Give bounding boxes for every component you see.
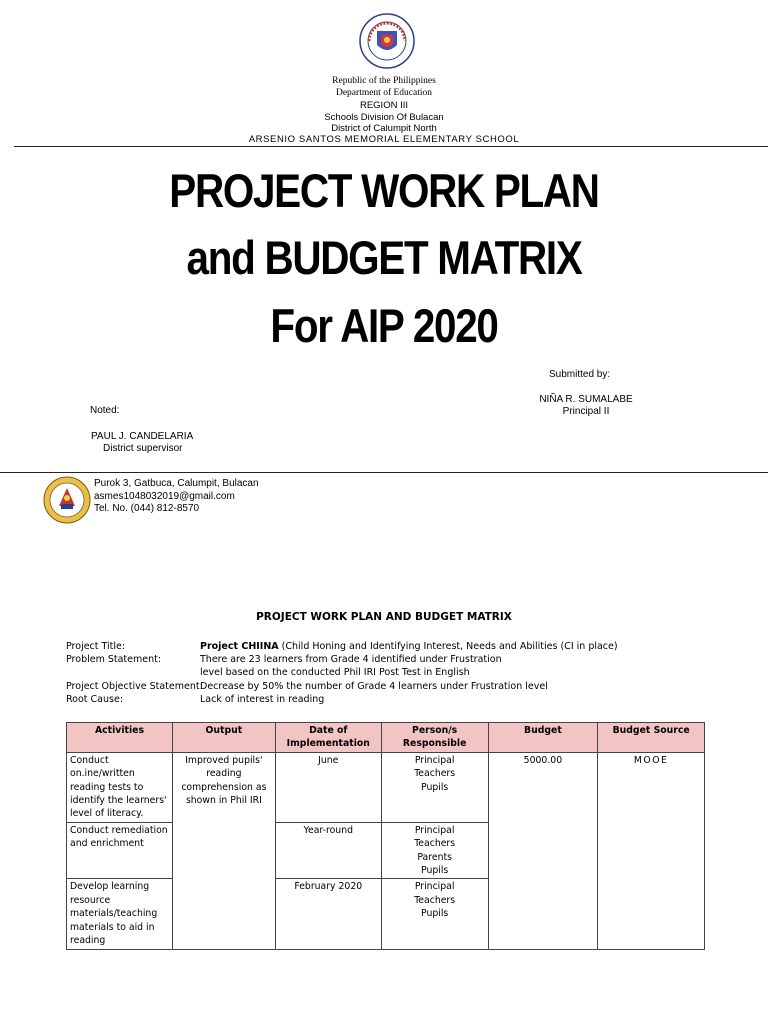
noted-label: Noted: — [90, 405, 120, 416]
problem-statement-value: There are 23 learners from Grade 4 identified under Frustration — [200, 654, 502, 665]
person-item: Teachers — [414, 838, 456, 850]
persons-cell — [381, 752, 488, 822]
cover-title-line3: For AIP 2020 — [270, 299, 498, 352]
person-item: Pupils — [421, 865, 449, 877]
objective-value: Decrease by 50% the number of Grade 4 learners under Frustration level — [200, 681, 548, 692]
deped-seal-logo — [359, 13, 415, 69]
header-region: REGION III — [359, 100, 409, 111]
table-header-row — [67, 723, 705, 753]
cover-title-line2: and BUDGET MATRIX — [186, 231, 582, 284]
root-cause-label: Root Cause: — [66, 694, 124, 705]
person-item: Pupils — [421, 908, 449, 920]
school-address: Purok 3, Gatbuca, Calumpit, Bulacan — [94, 478, 259, 489]
person-item: Principal — [414, 754, 455, 766]
submitted-by-label: Submitted by: — [549, 369, 611, 380]
col-date: Date of Implementation — [275, 723, 381, 753]
date-cell: Year-round — [275, 822, 381, 879]
col-output: Output — [172, 723, 275, 753]
cover-title-line1: PROJECT WORK PLAN — [169, 164, 599, 217]
header-district: District of Calumpit North — [331, 123, 437, 134]
project-name: Project CHIINA — [200, 641, 279, 652]
person-item: Parents — [417, 851, 452, 863]
col-budget: Budget — [488, 723, 598, 753]
school-phone: Tel. No. (044) 812-8570 — [94, 503, 200, 514]
matrix-heading: PROJECT WORK PLAN AND BUDGET MATRIX — [256, 611, 512, 623]
noter-title: District supervisor — [103, 443, 183, 454]
col-persons: Person/s Responsible — [381, 723, 488, 753]
root-cause-value: Lack of interest in reading — [200, 694, 325, 705]
persons-cell — [381, 822, 488, 879]
problem-statement-value-cont: level based on the conducted Phil IRI Post Test in English — [200, 667, 470, 678]
header-country: Republic of the Philippines — [332, 76, 436, 86]
objective-label: Project Objective Statement: — [66, 681, 203, 692]
submitter-title: Principal II — [562, 406, 610, 417]
header-school: ARSENIO SANTOS MEMORIAL ELEMENTARY SCHOOL — [248, 134, 520, 145]
person-item: Pupils — [421, 781, 449, 793]
budget-cell: 5000.00 — [488, 752, 598, 949]
person-item: Teachers — [414, 894, 456, 906]
date-cell: February 2020 — [275, 879, 381, 949]
header-department: Department of Education — [335, 88, 433, 98]
activity-cell: Develop learning resource materials/teaching materials to aid in reading — [67, 879, 173, 949]
col-activities: Activities — [67, 723, 173, 753]
project-title-label: Project Title: — [66, 641, 126, 652]
person-item: Principal — [414, 824, 455, 836]
footer-divider — [0, 472, 768, 473]
school-email[interactable]: asmes1048032019@gmail.com — [94, 491, 235, 502]
date-cell: June — [275, 752, 381, 822]
activity-cell: Conduct on.ine/written reading tests to identify the learners' level of literacy. — [67, 752, 173, 822]
school-logo — [43, 476, 91, 524]
header-division: Schools Division Of Bulacan — [324, 112, 444, 123]
person-item: Principal — [414, 881, 455, 893]
budget-matrix-table — [66, 722, 705, 950]
project-description: (Child Honing and Identifying Interest, Needs and Abilities (CI in place) — [278, 641, 618, 652]
problem-statement-label: Problem Statement: — [66, 654, 162, 665]
header-divider — [14, 146, 768, 147]
activity-cell: Conduct remediation and enrichment — [67, 822, 173, 879]
output-cell: Improved pupils' reading comprehension as shown in Phil IRI — [172, 752, 275, 949]
budget-source-cell: MOOE — [598, 752, 705, 949]
person-item: Teachers — [414, 768, 456, 780]
persons-cell — [381, 879, 488, 949]
project-title-value — [200, 640, 618, 654]
noter-name: PAUL J. CANDELARIA — [91, 431, 194, 442]
submitter-name: NIÑA R. SUMALABE — [539, 394, 633, 405]
col-budget-source: Budget Source — [598, 723, 705, 753]
table-row — [67, 752, 705, 822]
